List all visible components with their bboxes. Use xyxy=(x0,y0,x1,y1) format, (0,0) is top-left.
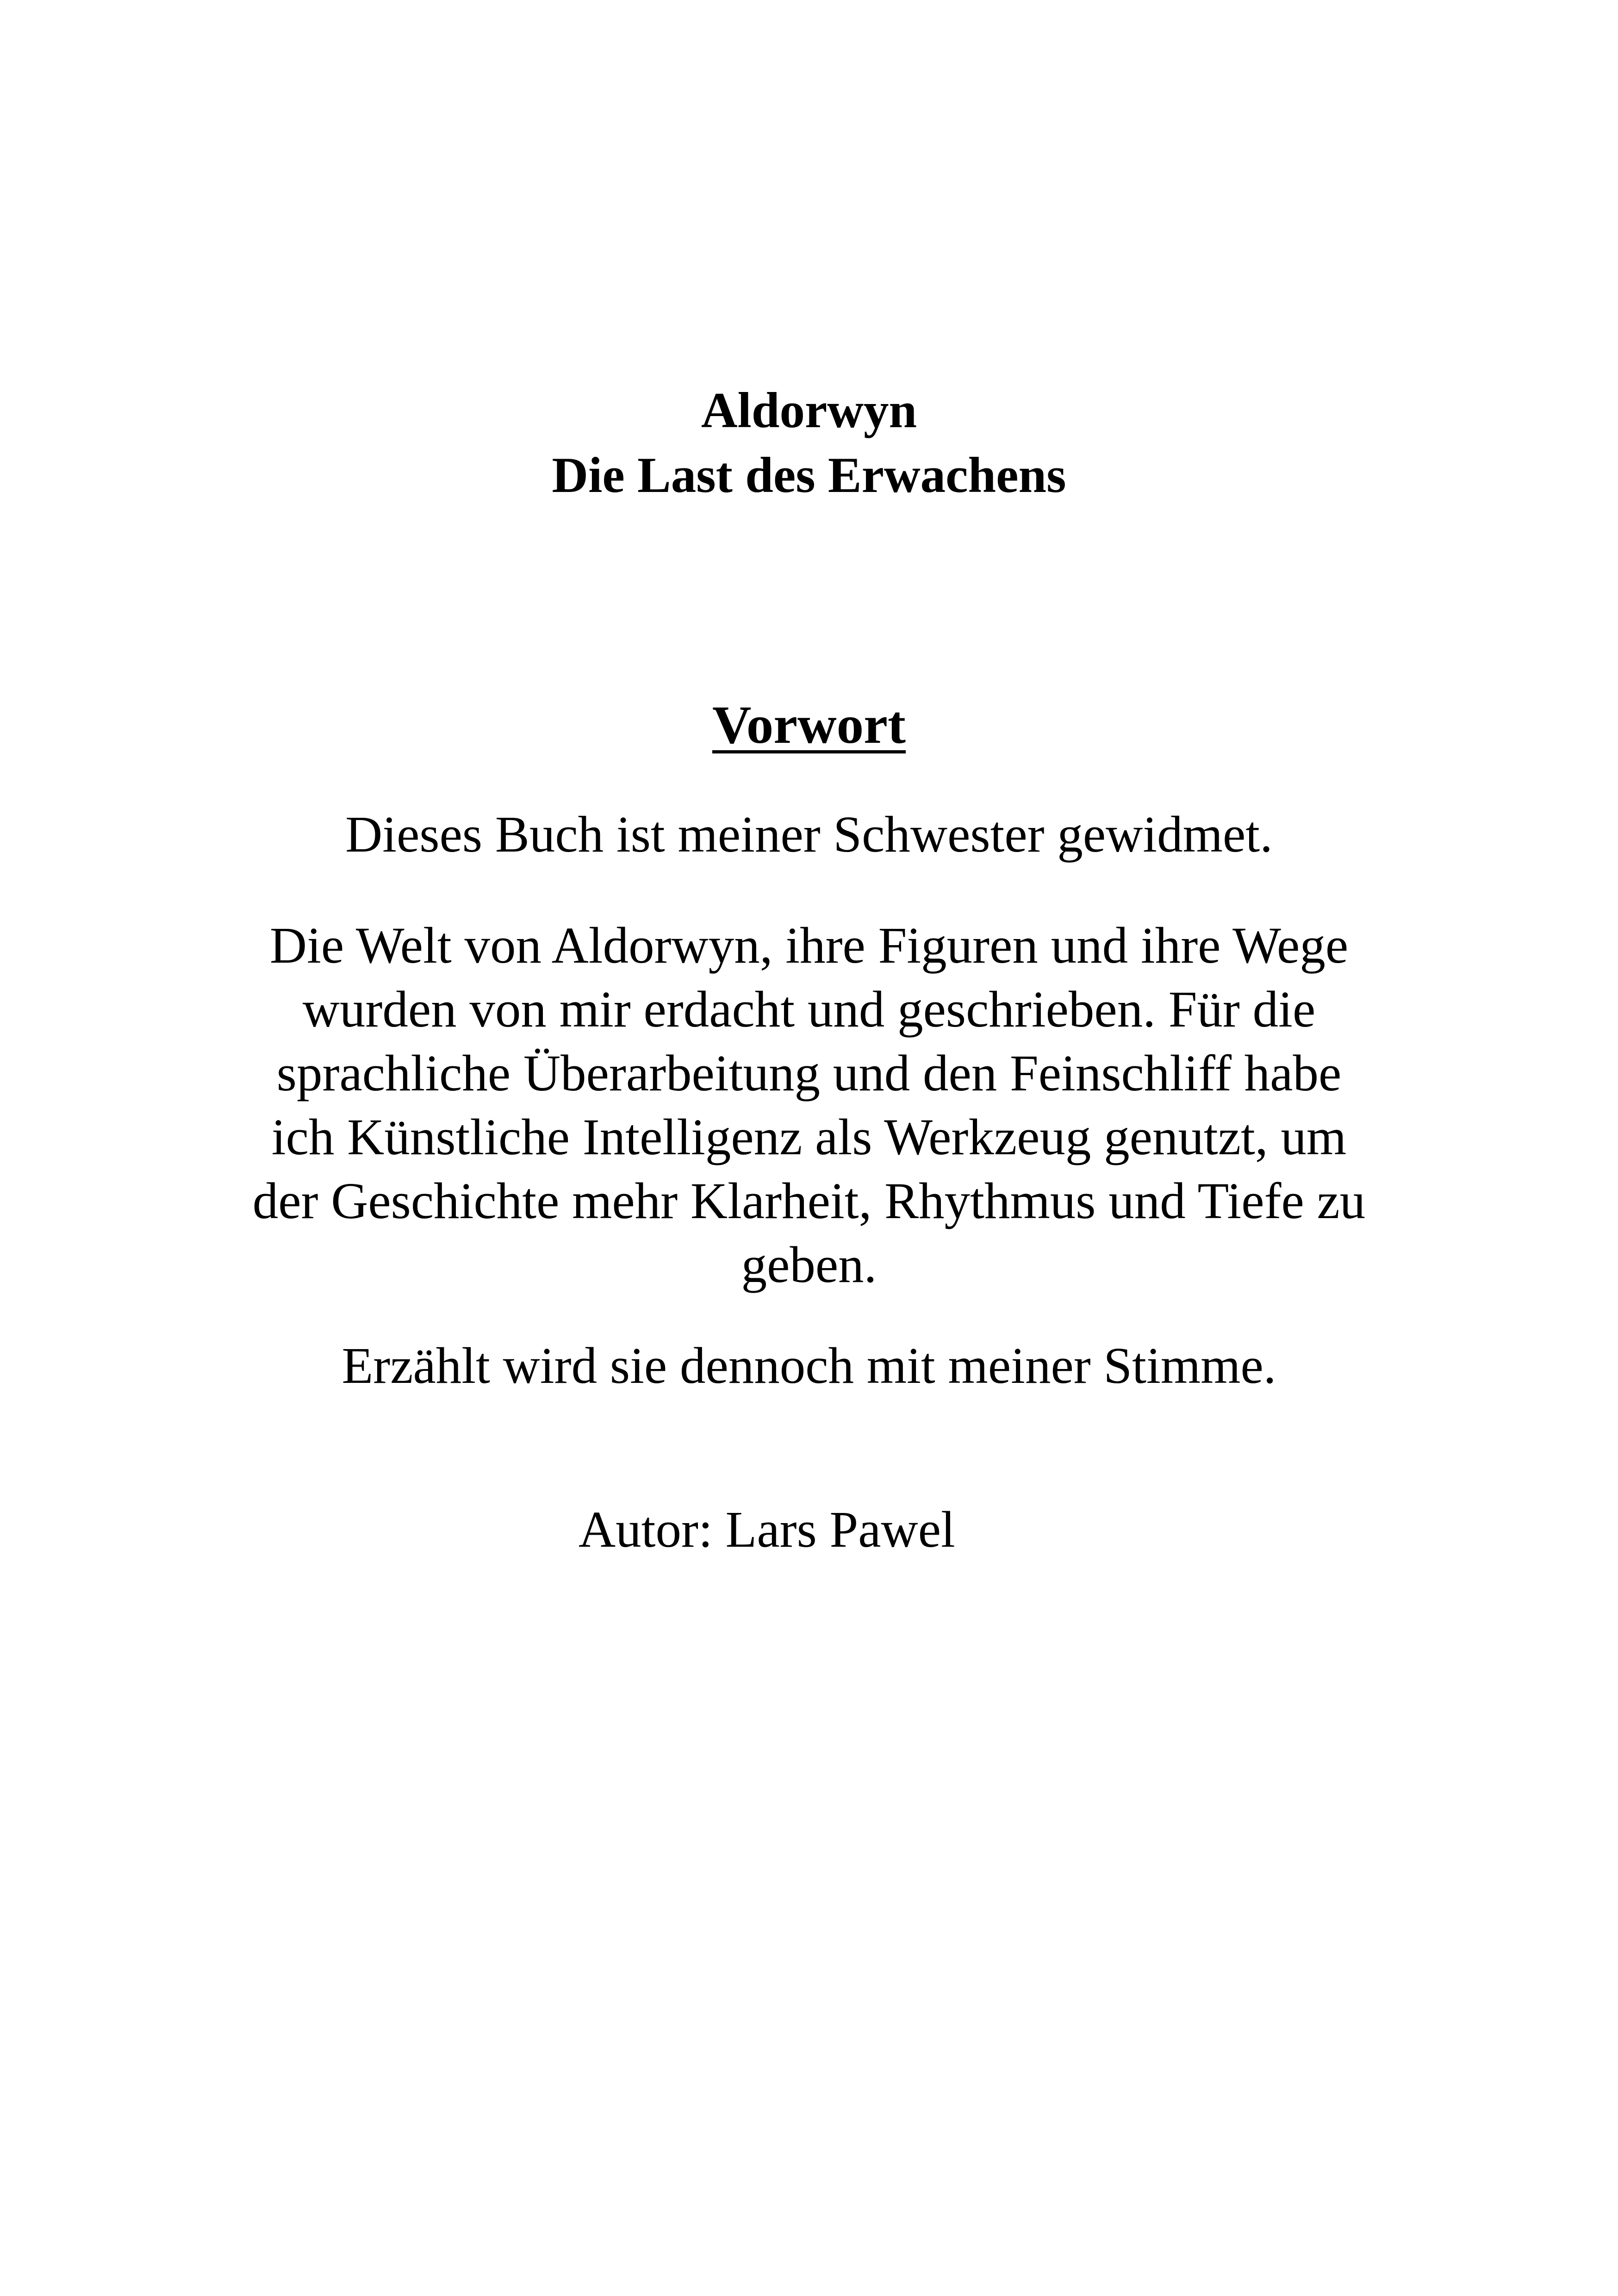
paragraph-line: der Geschichte mehr Klarheit, Rhythmus und Tiefe zu xyxy=(252,1173,1366,1230)
foreword-heading xyxy=(0,695,1618,755)
paragraph-line: ich Künstliche Intelligenz als Werkzeug genutzt, um xyxy=(271,1109,1347,1166)
paragraph-line: geben. xyxy=(741,1237,877,1294)
paragraph-line: wurden von mir erdacht und geschrieben. Für die xyxy=(302,981,1316,1038)
book-title: Aldorwyn xyxy=(701,382,917,438)
paragraph-line: sprachliche Überarbeitung und den Feinschliff habe xyxy=(276,1045,1342,1102)
foreword-heading-text: Vorwort xyxy=(712,695,906,755)
closing-text: Erzählt wird sie dennoch mit meiner Stimme. xyxy=(342,1338,1276,1394)
author-credit: Autor: Lars Pawel xyxy=(579,1501,955,1558)
paragraph-line: Die Welt von Aldorwyn, ihre Figuren und ihre Wege xyxy=(269,917,1349,974)
dedication-text: Dieses Buch ist meiner Schwester gewidmet. xyxy=(345,806,1273,863)
book-subtitle: Die Last des Erwachens xyxy=(552,447,1066,503)
